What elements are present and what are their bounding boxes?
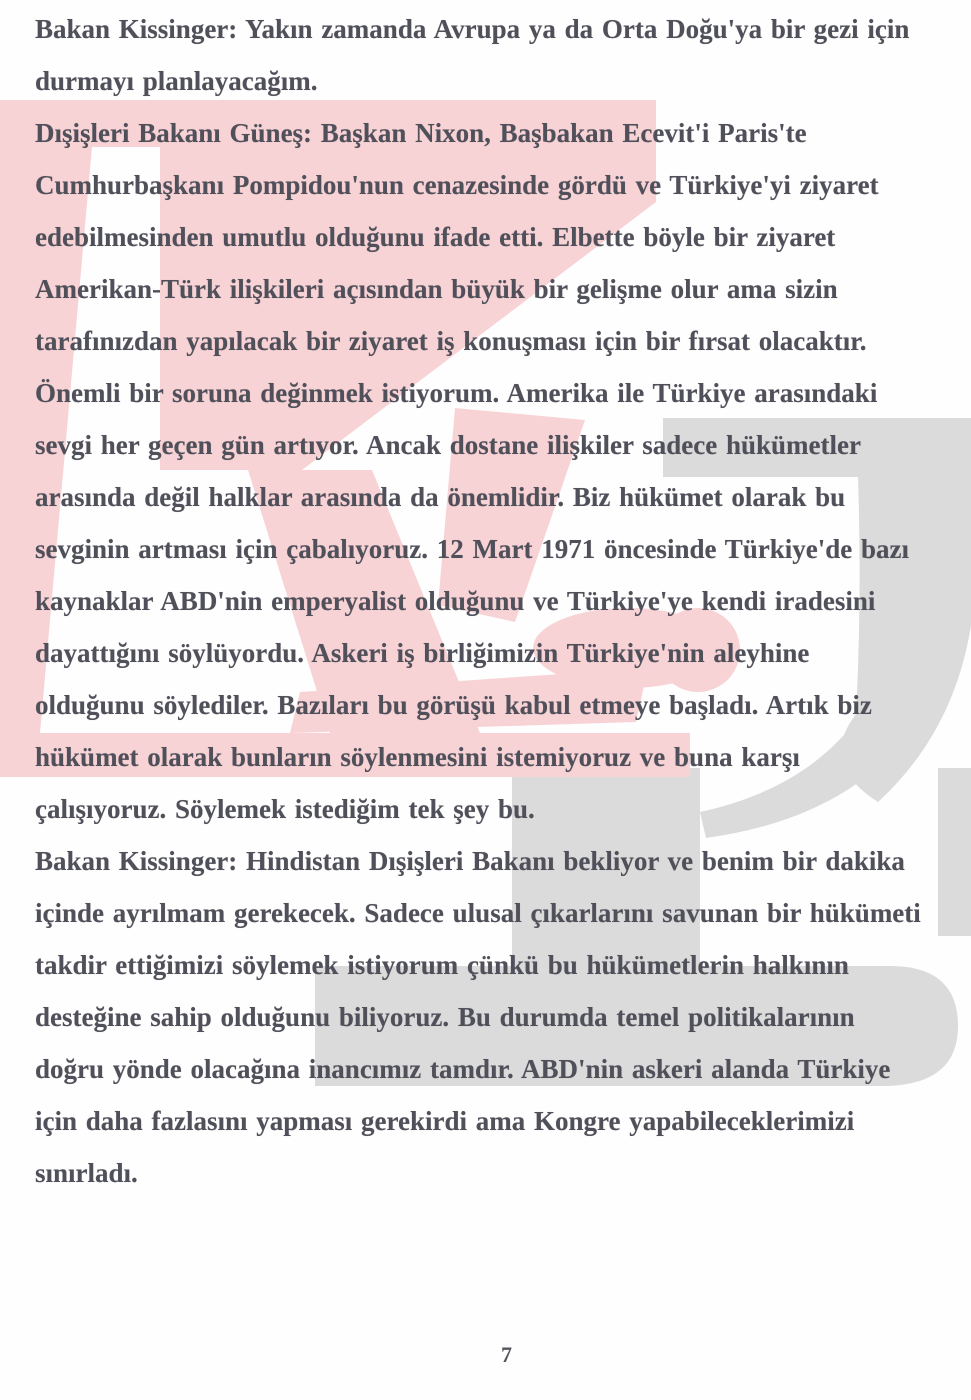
- text-line: tarafınızdan yapılacak bir ziyaret iş konuşması için bir fırsat olacaktır.: [35, 326, 867, 356]
- text-line: sevginin artması için çabalıyoruz. 12 Mart 1971 öncesinde Türkiye'de bazı: [35, 534, 909, 564]
- text-line: Bakan Kissinger: Hindistan Dışişleri Bakanı bekliyor ve benim bir dakika: [35, 846, 905, 876]
- text-line: çalışıyoruz. Söylemek istediğim tek şey bu.: [35, 794, 535, 824]
- text-line: Bakan Kissinger: Yakın zamanda Avrupa ya da Orta Doğu'ya bir gezi için: [35, 14, 910, 44]
- text-line: içinde ayrılmam gerekecek. Sadece ulusal çıkarlarını savunan bir hükümeti: [35, 898, 921, 928]
- text-line: dayattığını söylüyordu. Askeri iş birliğimizin Türkiye'nin aleyhine: [35, 638, 810, 668]
- text-line: takdir ettiğimizi söylemek istiyorum çünkü bu hükümetlerin halkının: [35, 950, 849, 980]
- text-line: hükümet olarak bunların söylenmesini istemiyoruz ve buna karşı: [35, 742, 800, 772]
- text-line: Önemli bir soruna değinmek istiyorum. Amerika ile Türkiye arasındaki: [35, 378, 878, 408]
- text-line: sevgi her geçen gün artıyor. Ancak dostane ilişkiler sadece hükümetler: [35, 430, 861, 460]
- text-line: sınırladı.: [35, 1158, 138, 1188]
- text-line: olduğunu söylediler. Bazıları bu görüşü kabul etmeye başladı. Artık biz: [35, 690, 872, 720]
- text-line: Cumhurbaşkanı Pompidou'nun cenazesinde gördü ve Türkiye'yi ziyaret: [35, 170, 879, 200]
- text-line: doğru yönde olacağına inancımız tamdır. ABD'nin askeri alanda Türkiye: [35, 1054, 891, 1084]
- text-line: için daha fazlasını yapması gerekirdi ama Kongre yapabileceklerimizi: [35, 1106, 855, 1136]
- text-line: Amerikan-Türk ilişkileri açısından büyük bir gelişme olur ama sizin: [35, 274, 838, 304]
- text-line: desteğine sahip olduğunu biliyoruz. Bu durumda temel politikalarının: [35, 1002, 855, 1032]
- text-line: Dışişleri Bakanı Güneş: Başkan Nixon, Başbakan Ecevit'i Paris'te: [35, 118, 807, 148]
- text-line: edebilmesinden umutlu olduğunu ifade etti. Elbette böyle bir ziyaret: [35, 222, 836, 252]
- page-text: [35, 3, 965, 1199]
- page-number: 7: [501, 1342, 512, 1367]
- text-line: kaynaklar ABD'nin emperyalist olduğunu ve Türkiye'ye kendi iradesini: [35, 586, 876, 616]
- text-line: arasında değil halklar arasında da önemlidir. Biz hükümet olarak bu: [35, 482, 846, 512]
- text-line: durmayı planlayacağım.: [35, 66, 318, 96]
